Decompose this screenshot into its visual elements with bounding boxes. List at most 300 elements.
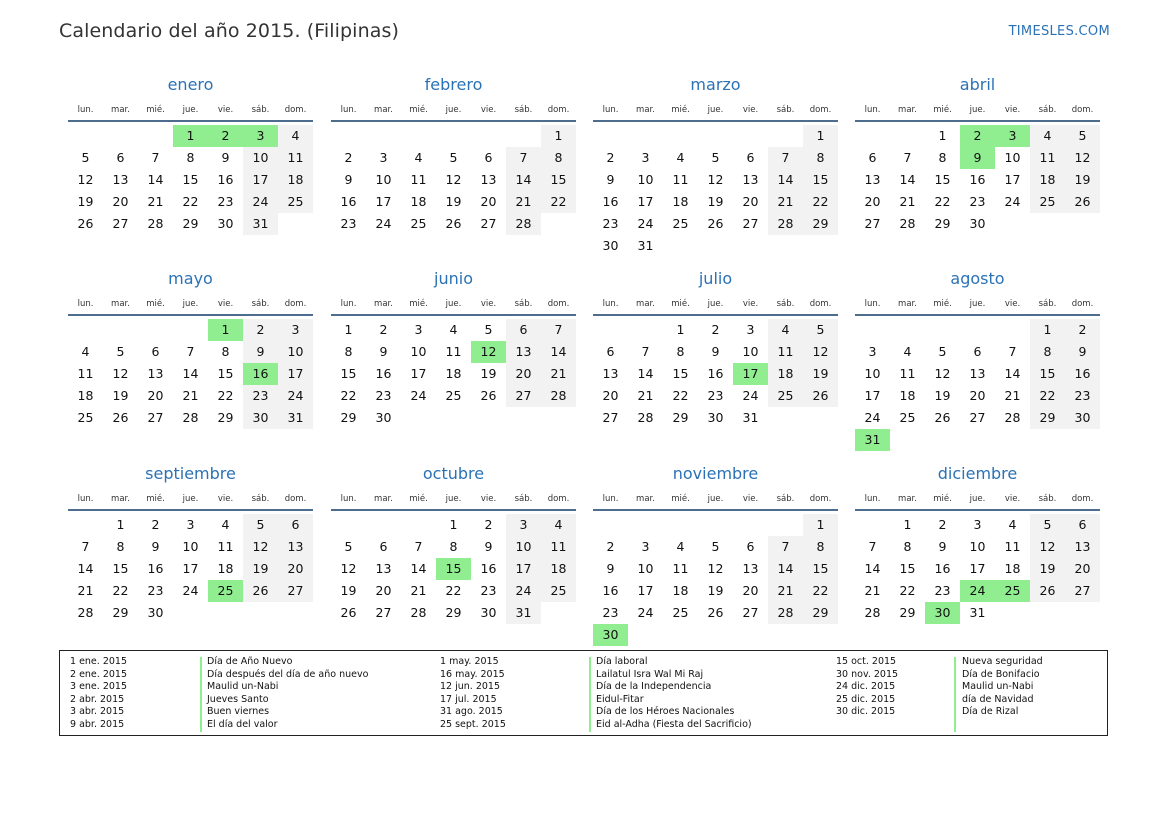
day-cell: 11: [899, 366, 916, 381]
day-cell: 23: [707, 388, 724, 403]
holiday-day-cell: 2: [208, 125, 243, 147]
day-cell: 15: [899, 561, 916, 576]
day-cell: 4: [541, 514, 576, 536]
day-cell: 11: [410, 172, 427, 187]
day-cell: 16: [934, 561, 951, 576]
weekday-label: lun.: [340, 105, 357, 115]
day-cell: 22: [934, 194, 951, 209]
day-cell: 31: [637, 238, 654, 253]
day-cell: 2: [151, 517, 160, 532]
holiday-day-cell: 15: [436, 558, 471, 580]
day-cell: 24: [243, 191, 278, 213]
day-cell: 17: [637, 194, 654, 209]
day-cell: 25: [672, 216, 689, 231]
day-cell: 23: [480, 583, 497, 598]
day-cell: 24: [742, 388, 759, 403]
month-header-rule: [68, 509, 313, 511]
day-cell: 20: [602, 388, 619, 403]
day-cell: 8: [903, 539, 912, 554]
weekday-label: mar.: [898, 494, 917, 504]
day-cell: 15: [803, 169, 838, 191]
weekday-label: vie.: [217, 299, 234, 309]
day-cell: 7: [768, 536, 803, 558]
day-cell: 2: [711, 322, 720, 337]
weekday-label: mié.: [933, 105, 952, 115]
holiday-name: Buen viernes: [207, 706, 270, 718]
weekday-label: lun.: [602, 299, 619, 309]
day-cell: 6: [606, 344, 615, 359]
weekday-label: jue.: [182, 105, 199, 115]
day-cell: 16: [480, 561, 497, 576]
day-cell: 5: [484, 322, 493, 337]
day-cell: 13: [742, 172, 759, 187]
day-cell: 21: [541, 363, 576, 385]
day-cell: 2: [1065, 319, 1100, 341]
day-cell: 2: [484, 517, 493, 532]
day-cell: 14: [768, 558, 803, 580]
weekday-label: sáb.: [1038, 105, 1057, 115]
day-cell: 27: [278, 580, 313, 602]
holiday-day-cell: 25: [208, 580, 243, 602]
weekday-label: mar.: [636, 105, 655, 115]
day-cell: 26: [707, 216, 724, 231]
day-cell: 1: [116, 517, 125, 532]
day-cell: 30: [969, 216, 986, 231]
day-cell: 15: [934, 172, 951, 187]
day-cell: 31: [742, 410, 759, 425]
day-cell: 27: [1065, 580, 1100, 602]
day-cell: 14: [1004, 366, 1021, 381]
day-cell: 31: [506, 602, 541, 624]
weekday-label: mar.: [374, 299, 393, 309]
holiday-date: 25 sept. 2015: [440, 718, 506, 730]
day-cell: 10: [1004, 150, 1021, 165]
day-cell: 4: [449, 322, 458, 337]
day-cell: 3: [641, 539, 650, 554]
day-cell: 15: [217, 366, 234, 381]
day-cell: 3: [186, 517, 195, 532]
day-cell: 3: [973, 517, 982, 532]
brand-link[interactable]: TIMESLES.COM: [1008, 24, 1110, 39]
day-cell: 11: [1030, 147, 1065, 169]
day-cell: 28: [182, 410, 199, 425]
day-cell: 10: [278, 341, 313, 363]
day-cell: 21: [637, 388, 654, 403]
day-cell: 19: [445, 194, 462, 209]
day-cell: 22: [672, 388, 689, 403]
day-cell: 20: [480, 194, 497, 209]
day-cell: 19: [480, 366, 497, 381]
day-cell: 4: [1030, 125, 1065, 147]
day-cell: 18: [77, 388, 94, 403]
day-cell: 8: [938, 150, 947, 165]
day-cell: 2: [938, 517, 947, 532]
legend-names-col-1: [207, 656, 368, 732]
weekday-label: dom.: [284, 105, 307, 115]
day-cell: 5: [711, 150, 720, 165]
day-cell: 16: [969, 172, 986, 187]
day-cell: 29: [445, 605, 462, 620]
day-cell: 18: [217, 561, 234, 576]
day-cell: 10: [182, 539, 199, 554]
day-cell: 10: [637, 561, 654, 576]
day-cell: 7: [506, 147, 541, 169]
day-cell: 24: [864, 410, 881, 425]
weekday-label: lun.: [864, 105, 881, 115]
day-cell: 17: [243, 169, 278, 191]
day-cell: 1: [938, 128, 947, 143]
day-cell: 21: [147, 194, 164, 209]
day-cell: 15: [112, 561, 129, 576]
day-cell: 23: [1065, 385, 1100, 407]
day-cell: 28: [637, 410, 654, 425]
day-cell: 16: [707, 366, 724, 381]
day-cell: 29: [803, 602, 838, 624]
holiday-date: 1 ene. 2015: [70, 656, 127, 667]
day-cell: 10: [864, 366, 881, 381]
weekday-label: lun.: [602, 494, 619, 504]
weekday-label: vie.: [742, 299, 759, 309]
day-cell: 26: [112, 410, 129, 425]
day-cell: 5: [243, 514, 278, 536]
day-cell: 24: [182, 583, 199, 598]
day-cell: 6: [484, 150, 493, 165]
holiday-name: Eidul-Fitar: [596, 693, 644, 705]
day-cell: 10: [637, 172, 654, 187]
day-cell: 20: [112, 194, 129, 209]
day-cell: 19: [707, 194, 724, 209]
day-cell: 29: [672, 410, 689, 425]
weekday-label: jue.: [707, 105, 724, 115]
weekday-label: sáb.: [1038, 494, 1057, 504]
holiday-day-cell: 25: [995, 580, 1030, 602]
day-cell: 29: [899, 605, 916, 620]
day-cell: 29: [340, 410, 357, 425]
day-cell: 11: [445, 344, 462, 359]
legend-divider: [200, 657, 202, 732]
day-cell: 24: [278, 385, 313, 407]
weekday-label: jue.: [969, 105, 986, 115]
day-cell: 6: [868, 150, 877, 165]
day-cell: 21: [1004, 388, 1021, 403]
day-cell: 1: [344, 322, 353, 337]
month-name: abril: [959, 75, 996, 94]
day-cell: 7: [151, 150, 160, 165]
day-cell: 6: [506, 319, 541, 341]
month-header-rule: [68, 314, 313, 316]
day-cell: 6: [973, 344, 982, 359]
day-cell: 30: [707, 410, 724, 425]
day-cell: 28: [768, 213, 803, 235]
day-cell: 30: [375, 410, 392, 425]
holiday-name: Maulid un-Nabi: [207, 681, 279, 693]
holiday-date: 3 abr. 2015: [70, 706, 125, 718]
holiday-day-cell: 1: [173, 125, 208, 147]
day-cell: 15: [182, 172, 199, 187]
day-cell: 12: [934, 366, 951, 381]
day-cell: 14: [77, 561, 94, 576]
day-cell: 13: [864, 172, 881, 187]
holiday-day-cell: 24: [960, 580, 995, 602]
weekday-label: jue.: [707, 494, 724, 504]
day-cell: 17: [410, 366, 427, 381]
day-cell: 18: [410, 194, 427, 209]
weekday-label: dom.: [809, 299, 832, 309]
day-cell: 22: [803, 191, 838, 213]
day-cell: 5: [1030, 514, 1065, 536]
weekday-label: lun.: [864, 494, 881, 504]
day-cell: 22: [1030, 385, 1065, 407]
day-cell: 27: [602, 410, 619, 425]
weekday-label: mar.: [898, 105, 917, 115]
day-cell: 8: [221, 344, 230, 359]
day-cell: 9: [151, 539, 160, 554]
day-cell: 9: [938, 539, 947, 554]
weekday-label: lun.: [77, 494, 94, 504]
day-cell: 13: [112, 172, 129, 187]
month-name: noviembre: [672, 464, 759, 483]
day-cell: 8: [676, 344, 685, 359]
day-cell: 12: [1065, 147, 1100, 169]
day-cell: 19: [112, 388, 129, 403]
holiday-legend: [59, 650, 1108, 736]
weekday-label: sáb.: [514, 494, 533, 504]
day-cell: 27: [742, 216, 759, 231]
day-cell: 26: [1030, 580, 1065, 602]
day-cell: 20: [147, 388, 164, 403]
day-cell: 31: [278, 407, 313, 429]
day-cell: 17: [637, 583, 654, 598]
holiday-name: Nueva seguridad: [962, 656, 1043, 667]
day-cell: 14: [864, 561, 881, 576]
day-cell: 28: [541, 385, 576, 407]
day-cell: 25: [768, 385, 803, 407]
day-cell: 27: [742, 605, 759, 620]
day-cell: 30: [480, 605, 497, 620]
day-cell: 26: [803, 385, 838, 407]
holiday-date: 12 jun. 2015: [440, 681, 501, 693]
day-cell: 22: [445, 583, 462, 598]
day-cell: 1: [449, 517, 458, 532]
holiday-date: 16 may. 2015: [440, 668, 505, 680]
day-cell: 28: [410, 605, 427, 620]
weekday-label: sáb.: [251, 299, 270, 309]
weekday-label: mié.: [671, 299, 690, 309]
day-cell: 8: [186, 150, 195, 165]
day-cell: 27: [506, 385, 541, 407]
day-cell: 21: [77, 583, 94, 598]
day-cell: 3: [414, 322, 423, 337]
weekday-label: vie.: [1004, 494, 1021, 504]
day-cell: 20: [969, 388, 986, 403]
day-cell: 11: [672, 561, 689, 576]
day-cell: 11: [217, 539, 234, 554]
day-cell: 26: [77, 216, 94, 231]
weekday-label: mar.: [374, 105, 393, 115]
weekday-label: dom.: [547, 494, 570, 504]
day-cell: 6: [151, 344, 160, 359]
day-cell: 30: [217, 216, 234, 231]
day-cell: 13: [480, 172, 497, 187]
holiday-day-cell: 16: [243, 363, 278, 385]
day-cell: 9: [243, 341, 278, 363]
month-header-rule: [68, 120, 313, 122]
day-cell: 10: [742, 344, 759, 359]
day-cell: 13: [602, 366, 619, 381]
month-header-rule: [331, 120, 576, 122]
legend-names-col-3: [962, 656, 1043, 719]
day-cell: 2: [606, 150, 615, 165]
weekday-label: dom.: [284, 299, 307, 309]
day-cell: 26: [707, 605, 724, 620]
day-cell: 21: [506, 191, 541, 213]
day-cell: 8: [803, 147, 838, 169]
month-header-rule: [855, 120, 1100, 122]
holiday-name: Día de los Héroes Nacionales: [596, 706, 735, 718]
day-cell: 5: [803, 319, 838, 341]
day-cell: 27: [480, 216, 497, 231]
day-cell: 29: [217, 410, 234, 425]
holiday-day-cell: 9: [960, 147, 995, 169]
legend-dates-col-1: [70, 656, 127, 732]
day-cell: 27: [147, 410, 164, 425]
weekday-label: mié.: [933, 494, 952, 504]
day-cell: 24: [410, 388, 427, 403]
day-cell: 1: [541, 125, 576, 147]
legend-dates-col-3: [836, 656, 898, 719]
weekday-label: sáb.: [514, 105, 533, 115]
day-cell: 2: [606, 539, 615, 554]
day-cell: 10: [969, 539, 986, 554]
weekday-label: mar.: [111, 105, 130, 115]
weekday-label: jue.: [182, 299, 199, 309]
month-header-rule: [855, 509, 1100, 511]
holiday-name: Día de Bonifacio: [962, 668, 1040, 680]
day-cell: 17: [375, 194, 392, 209]
weekday-label: vie.: [217, 105, 234, 115]
day-cell: 30: [243, 407, 278, 429]
month-header-rule: [593, 314, 838, 316]
weekday-label: sáb.: [251, 105, 270, 115]
weekday-label: dom.: [284, 494, 307, 504]
weekday-label: dom.: [547, 299, 570, 309]
day-cell: 13: [375, 561, 392, 576]
weekday-label: vie.: [480, 494, 497, 504]
day-cell: 26: [480, 388, 497, 403]
day-cell: 28: [147, 216, 164, 231]
day-cell: 7: [414, 539, 423, 554]
day-cell: 14: [182, 366, 199, 381]
day-cell: 24: [637, 216, 654, 231]
day-cell: 5: [344, 539, 353, 554]
day-cell: 17: [864, 388, 881, 403]
day-cell: 21: [182, 388, 199, 403]
day-cell: 16: [375, 366, 392, 381]
day-cell: 11: [672, 172, 689, 187]
day-cell: 25: [445, 388, 462, 403]
day-cell: 26: [243, 580, 278, 602]
weekday-label: dom.: [1071, 105, 1094, 115]
page-title: Calendario del año 2015. (Filipinas): [59, 20, 399, 42]
weekday-label: mar.: [111, 494, 130, 504]
day-cell: 4: [768, 319, 803, 341]
day-cell: 28: [506, 213, 541, 235]
day-cell: 19: [77, 194, 94, 209]
day-cell: 27: [112, 216, 129, 231]
holiday-date: 30 nov. 2015: [836, 668, 899, 680]
day-cell: 4: [81, 344, 90, 359]
weekday-label: mié.: [146, 494, 165, 504]
day-cell: 12: [445, 172, 462, 187]
holiday-name: Día laboral: [596, 656, 648, 667]
day-cell: 18: [1004, 561, 1021, 576]
day-cell: 10: [410, 344, 427, 359]
weekday-label: mié.: [146, 105, 165, 115]
day-cell: 22: [217, 388, 234, 403]
day-cell: 18: [445, 366, 462, 381]
day-cell: 7: [81, 539, 90, 554]
day-cell: 21: [768, 580, 803, 602]
day-cell: 13: [742, 561, 759, 576]
day-cell: 6: [1065, 514, 1100, 536]
day-cell: 21: [768, 191, 803, 213]
day-cell: 9: [606, 172, 615, 187]
day-cell: 23: [934, 583, 951, 598]
day-cell: 19: [707, 583, 724, 598]
month-name: octubre: [422, 464, 485, 483]
month-name: mayo: [168, 269, 213, 288]
weekday-label: lun.: [602, 105, 619, 115]
day-cell: 6: [746, 539, 755, 554]
month-header-rule: [593, 509, 838, 511]
day-cell: 7: [903, 150, 912, 165]
weekday-label: lun.: [340, 494, 357, 504]
holiday-name: El día del valor: [207, 718, 278, 730]
weekday-label: sáb.: [776, 105, 795, 115]
day-cell: 18: [672, 583, 689, 598]
holiday-day-cell: 2: [960, 125, 995, 147]
day-cell: 5: [116, 344, 125, 359]
holiday-day-cell: 30: [593, 624, 628, 646]
legend-divider: [954, 657, 956, 732]
day-cell: 23: [375, 388, 392, 403]
day-cell: 22: [182, 194, 199, 209]
day-cell: 8: [803, 536, 838, 558]
day-cell: 20: [864, 194, 881, 209]
holiday-name: Maulid un-Nabi: [962, 681, 1034, 693]
day-cell: 8: [116, 539, 125, 554]
weekday-label: lun.: [864, 299, 881, 309]
day-cell: 13: [506, 341, 541, 363]
holiday-name: Día después del día de año nuevo: [207, 668, 369, 680]
holiday-date: 30 dic. 2015: [836, 706, 896, 718]
holiday-name: día de Navidad: [962, 693, 1034, 705]
day-cell: 1: [803, 514, 838, 536]
day-cell: 26: [934, 410, 951, 425]
day-cell: 13: [147, 366, 164, 381]
holiday-day-cell: 3: [243, 125, 278, 147]
holiday-date: 3 ene. 2015: [70, 681, 127, 693]
day-cell: 8: [541, 147, 576, 169]
day-cell: 11: [541, 536, 576, 558]
day-cell: 15: [1030, 363, 1065, 385]
day-cell: 12: [243, 536, 278, 558]
day-cell: 23: [243, 385, 278, 407]
holiday-date: 17 jul. 2015: [440, 693, 497, 705]
day-cell: 27: [969, 410, 986, 425]
weekday-label: mié.: [409, 105, 428, 115]
day-cell: 25: [410, 216, 427, 231]
